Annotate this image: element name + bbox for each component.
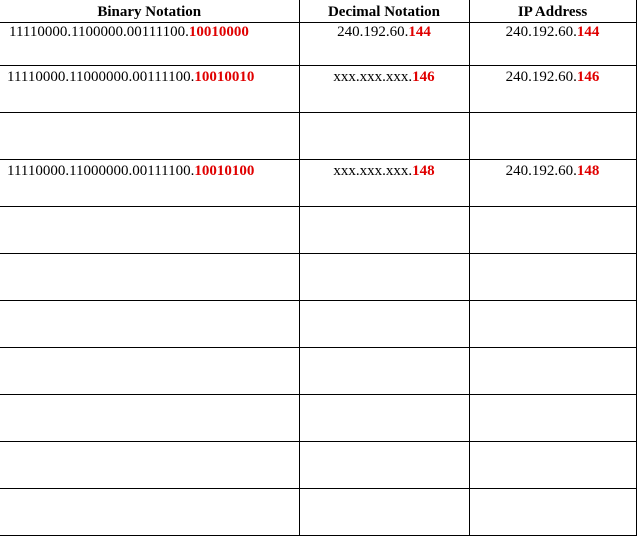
ip-cell: [469, 348, 636, 395]
binary-cell: [0, 160, 299, 207]
binary-cell: [0, 301, 299, 348]
ip-cell: [469, 23, 636, 66]
decimal-cell: [299, 348, 469, 395]
decimal-highlight: 148: [412, 163, 435, 179]
binary-cell: [0, 207, 299, 254]
decimal-cell: [299, 489, 469, 536]
binary-prefix: 11110000.11000000.00111100.: [7, 163, 195, 179]
binary-cell: [0, 348, 299, 395]
table-row: [0, 23, 636, 66]
table-row-empty: [0, 254, 636, 301]
table-row-empty: [0, 348, 636, 395]
binary-cell: [0, 66, 299, 113]
binary-highlight: 10010000: [188, 24, 249, 40]
ip-cell: [469, 207, 636, 254]
decimal-cell: [299, 395, 469, 442]
binary-cell: [0, 442, 299, 489]
header-ip-address: IP Address: [469, 0, 636, 23]
binary-prefix: 11110000.1100000.00111100.: [9, 24, 189, 40]
decimal-cell: [299, 301, 469, 348]
decimal-prefix: 240.192.60.: [337, 24, 409, 40]
binary-cell: [0, 254, 299, 301]
binary-cell: [0, 23, 299, 66]
decimal-prefix: xxx.xxx.xxx.: [333, 163, 413, 179]
binary-highlight: 10010100: [194, 163, 255, 179]
binary-cell: [0, 489, 299, 536]
ip-highlight: 146: [576, 69, 600, 85]
header-row: [0, 0, 636, 23]
binary-highlight: 10010010: [194, 69, 255, 85]
ip-prefix: 240.192.60.: [505, 69, 577, 85]
decimal-cell: [299, 207, 469, 254]
ip-cell: [469, 66, 636, 113]
table-row-empty: [0, 442, 636, 489]
decimal-cell: [299, 23, 469, 66]
decimal-cell: [299, 66, 469, 113]
decimal-prefix: xxx.xxx.xxx.: [333, 69, 413, 85]
table-row-empty: [0, 489, 636, 536]
ip-cell: [469, 113, 636, 160]
ip-prefix: 240.192.60.: [505, 24, 577, 40]
decimal-cell: [299, 160, 469, 207]
ip-cell: [469, 301, 636, 348]
decimal-cell: [299, 254, 469, 301]
table-row-empty: [0, 207, 636, 254]
ip-cell: [469, 489, 636, 536]
header-decimal-notation: Decimal Notation: [299, 0, 469, 23]
ip-cell: [469, 395, 636, 442]
ip-cell: [469, 160, 636, 207]
table-row: [0, 113, 636, 160]
ip-highlight: 148: [576, 163, 600, 179]
ip-cell: [469, 254, 636, 301]
table-row: [0, 160, 636, 207]
ip-cell: [469, 442, 636, 489]
table-row-empty: [0, 301, 636, 348]
ip-prefix: 240.192.60.: [505, 163, 577, 179]
ip-highlight: 144: [576, 24, 600, 40]
decimal-cell: [299, 442, 469, 489]
binary-prefix: 11110000.11000000.00111100.: [7, 69, 195, 85]
table-row-empty: [0, 395, 636, 442]
binary-cell: [0, 113, 299, 160]
binary-cell: [0, 395, 299, 442]
table-row: [0, 66, 636, 113]
decimal-highlight: 146: [412, 69, 435, 85]
header-binary-notation: Binary Notation: [0, 0, 299, 23]
decimal-cell: [299, 113, 469, 160]
decimal-highlight: 144: [408, 24, 431, 40]
